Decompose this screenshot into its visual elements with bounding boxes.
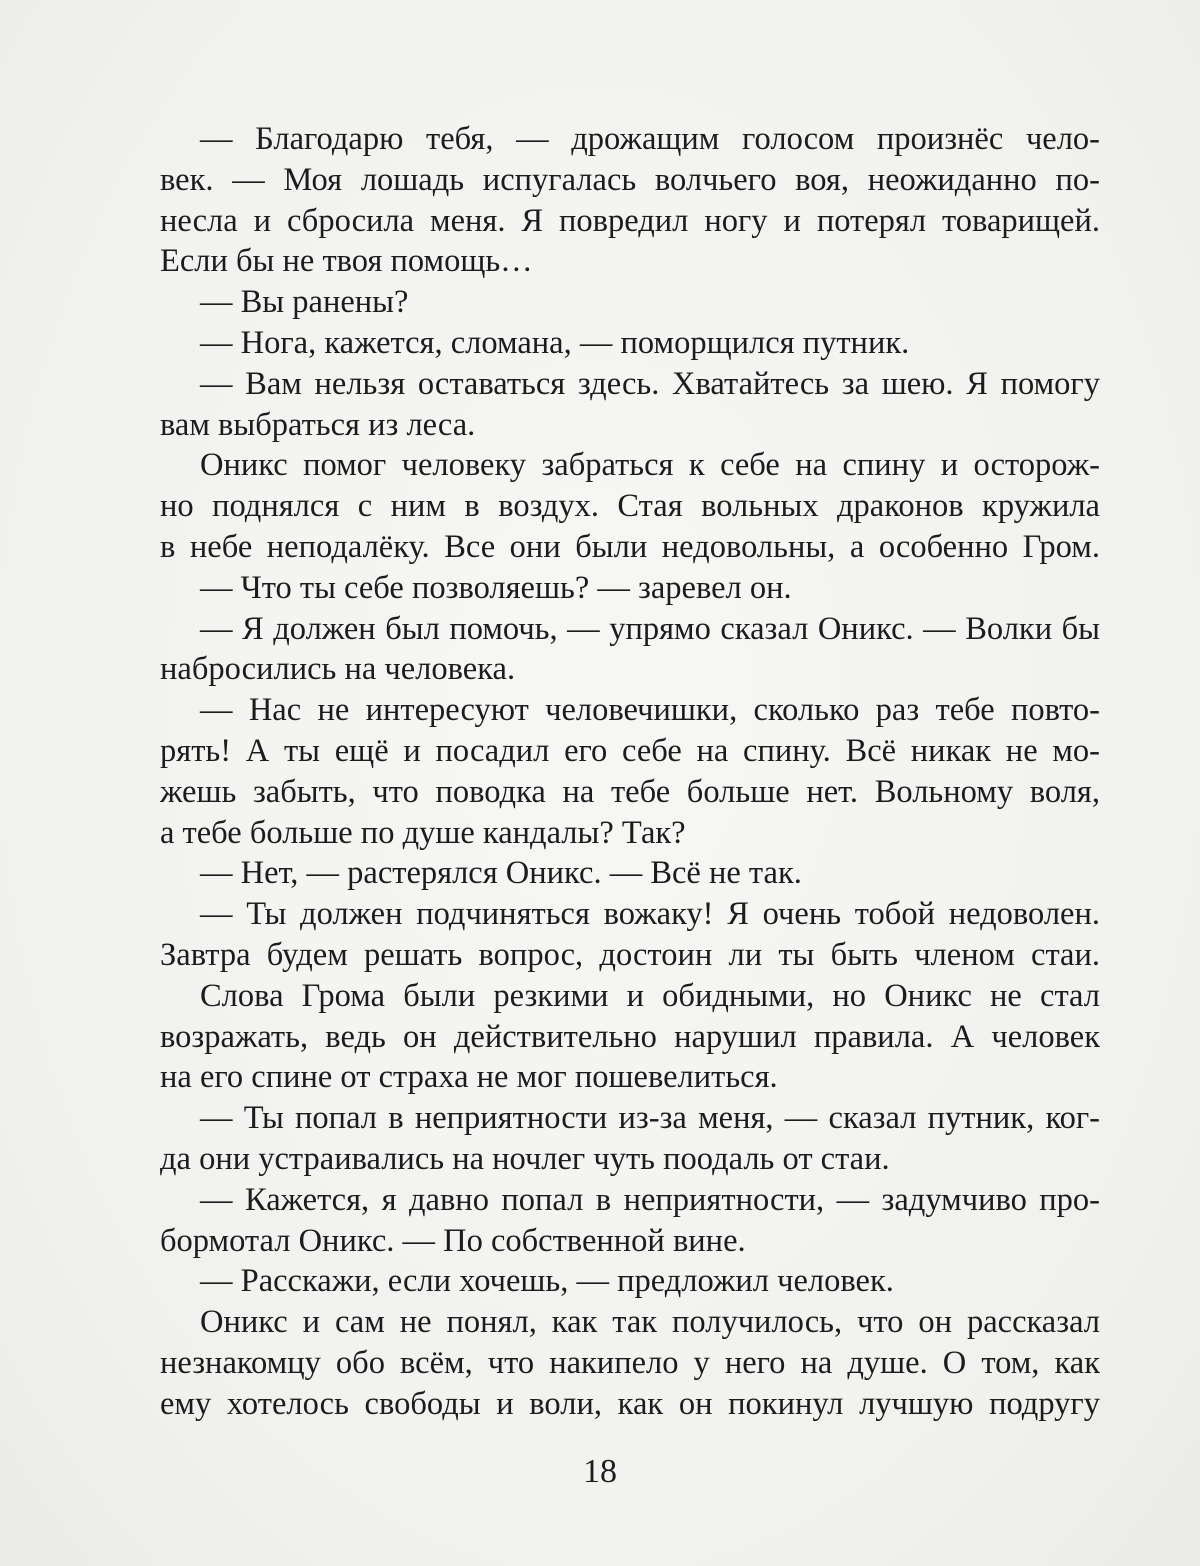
text-line: — Вы ранены? — [200, 284, 409, 321]
text-line: Оникс помог человеку забраться к себе на спину и осторож- — [200, 447, 1100, 484]
text-line: несла и сбросила меня. Я повредил ногу и потерял товарищей. — [160, 202, 1100, 239]
text-line: бормотал Оникс. — По собственной вине. — [160, 1222, 746, 1259]
text-line: — Благодарю тебя, — дрожащим голосом произнёс чело- — [200, 121, 1100, 157]
text-line: Оникс и сам не понял, как так получилось, что он рассказал — [200, 1304, 1100, 1341]
text-line: рять! А ты ещё и посадил его себе на спину. Всё никак не мо- — [160, 732, 1100, 769]
text-line: ему хотелось свободы и воли, как он покинул лучшую подругу — [160, 1385, 1100, 1422]
text-line: но поднялся с ним в воздух. Стая вольных драконов кружила — [160, 488, 1100, 525]
text-line: — Нас не интересуют человечишки, сколько раз тебе повто- — [200, 692, 1100, 729]
body-text — [160, 119, 1100, 1425]
text-line: набросились на человека. — [160, 651, 516, 688]
text-line: — Расскажи, если хочешь, — предложил человек. — [200, 1263, 894, 1300]
text-line: жешь забыть, что поводка на тебе больше нет. Вольному воля, — [160, 773, 1100, 810]
text-line: — Ты попал в неприятности из-за меня, — сказал путник, ког- — [200, 1100, 1100, 1137]
page-number: 18 — [583, 1453, 617, 1490]
text-line: — Вам нельзя оставаться здесь. Хватайтесь за шею. Я помогу — [200, 365, 1100, 402]
text-line: — Нога, кажется, сломана, — поморщился путник. — [200, 324, 910, 361]
text-line: — Что ты себе позволяешь? — заревел он. — [200, 569, 792, 606]
text-line: возражать, ведь он действительно нарушил правила. А человек — [160, 1018, 1100, 1055]
text-line: вам выбраться из леса. — [160, 406, 476, 443]
text-line: — Я должен был помочь, — упрямо сказал Оникс. — Волки бы — [200, 610, 1100, 647]
text-line: — Нет, — растерялся Оникс. — Всё не так. — [200, 855, 802, 892]
text-line: Слова Грома были резкими и обидными, но Оникс не стал — [200, 977, 1100, 1014]
text-line: незнакомцу обо всём, что накипело у него на душе. О том, как — [160, 1344, 1100, 1381]
text-line: Завтра будем решать вопрос, достоин ли ты быть членом стаи. — [160, 936, 1100, 973]
text-line: а тебе больше по душе кандалы? Так? — [160, 814, 686, 851]
text-line: да они устраивались на ночлег чуть поодаль от стаи. — [160, 1140, 890, 1177]
text-line: век. — Моя лошадь испугалась волчьего воя, неожиданно по- — [160, 161, 1100, 198]
text-line: в небе неподалёку. Все они были недовольны, а особенно Гром. — [160, 528, 1100, 565]
text-line: на его спине от страха не мог пошевелиться. — [160, 1059, 778, 1096]
text-line: Если бы не твоя помощь… — [160, 243, 533, 280]
text-line: — Ты должен подчиняться вожаку! Я очень тобой недоволен. — [200, 896, 1100, 933]
text-line: — Кажется, я давно попал в неприятности, — задумчиво про- — [200, 1181, 1100, 1218]
